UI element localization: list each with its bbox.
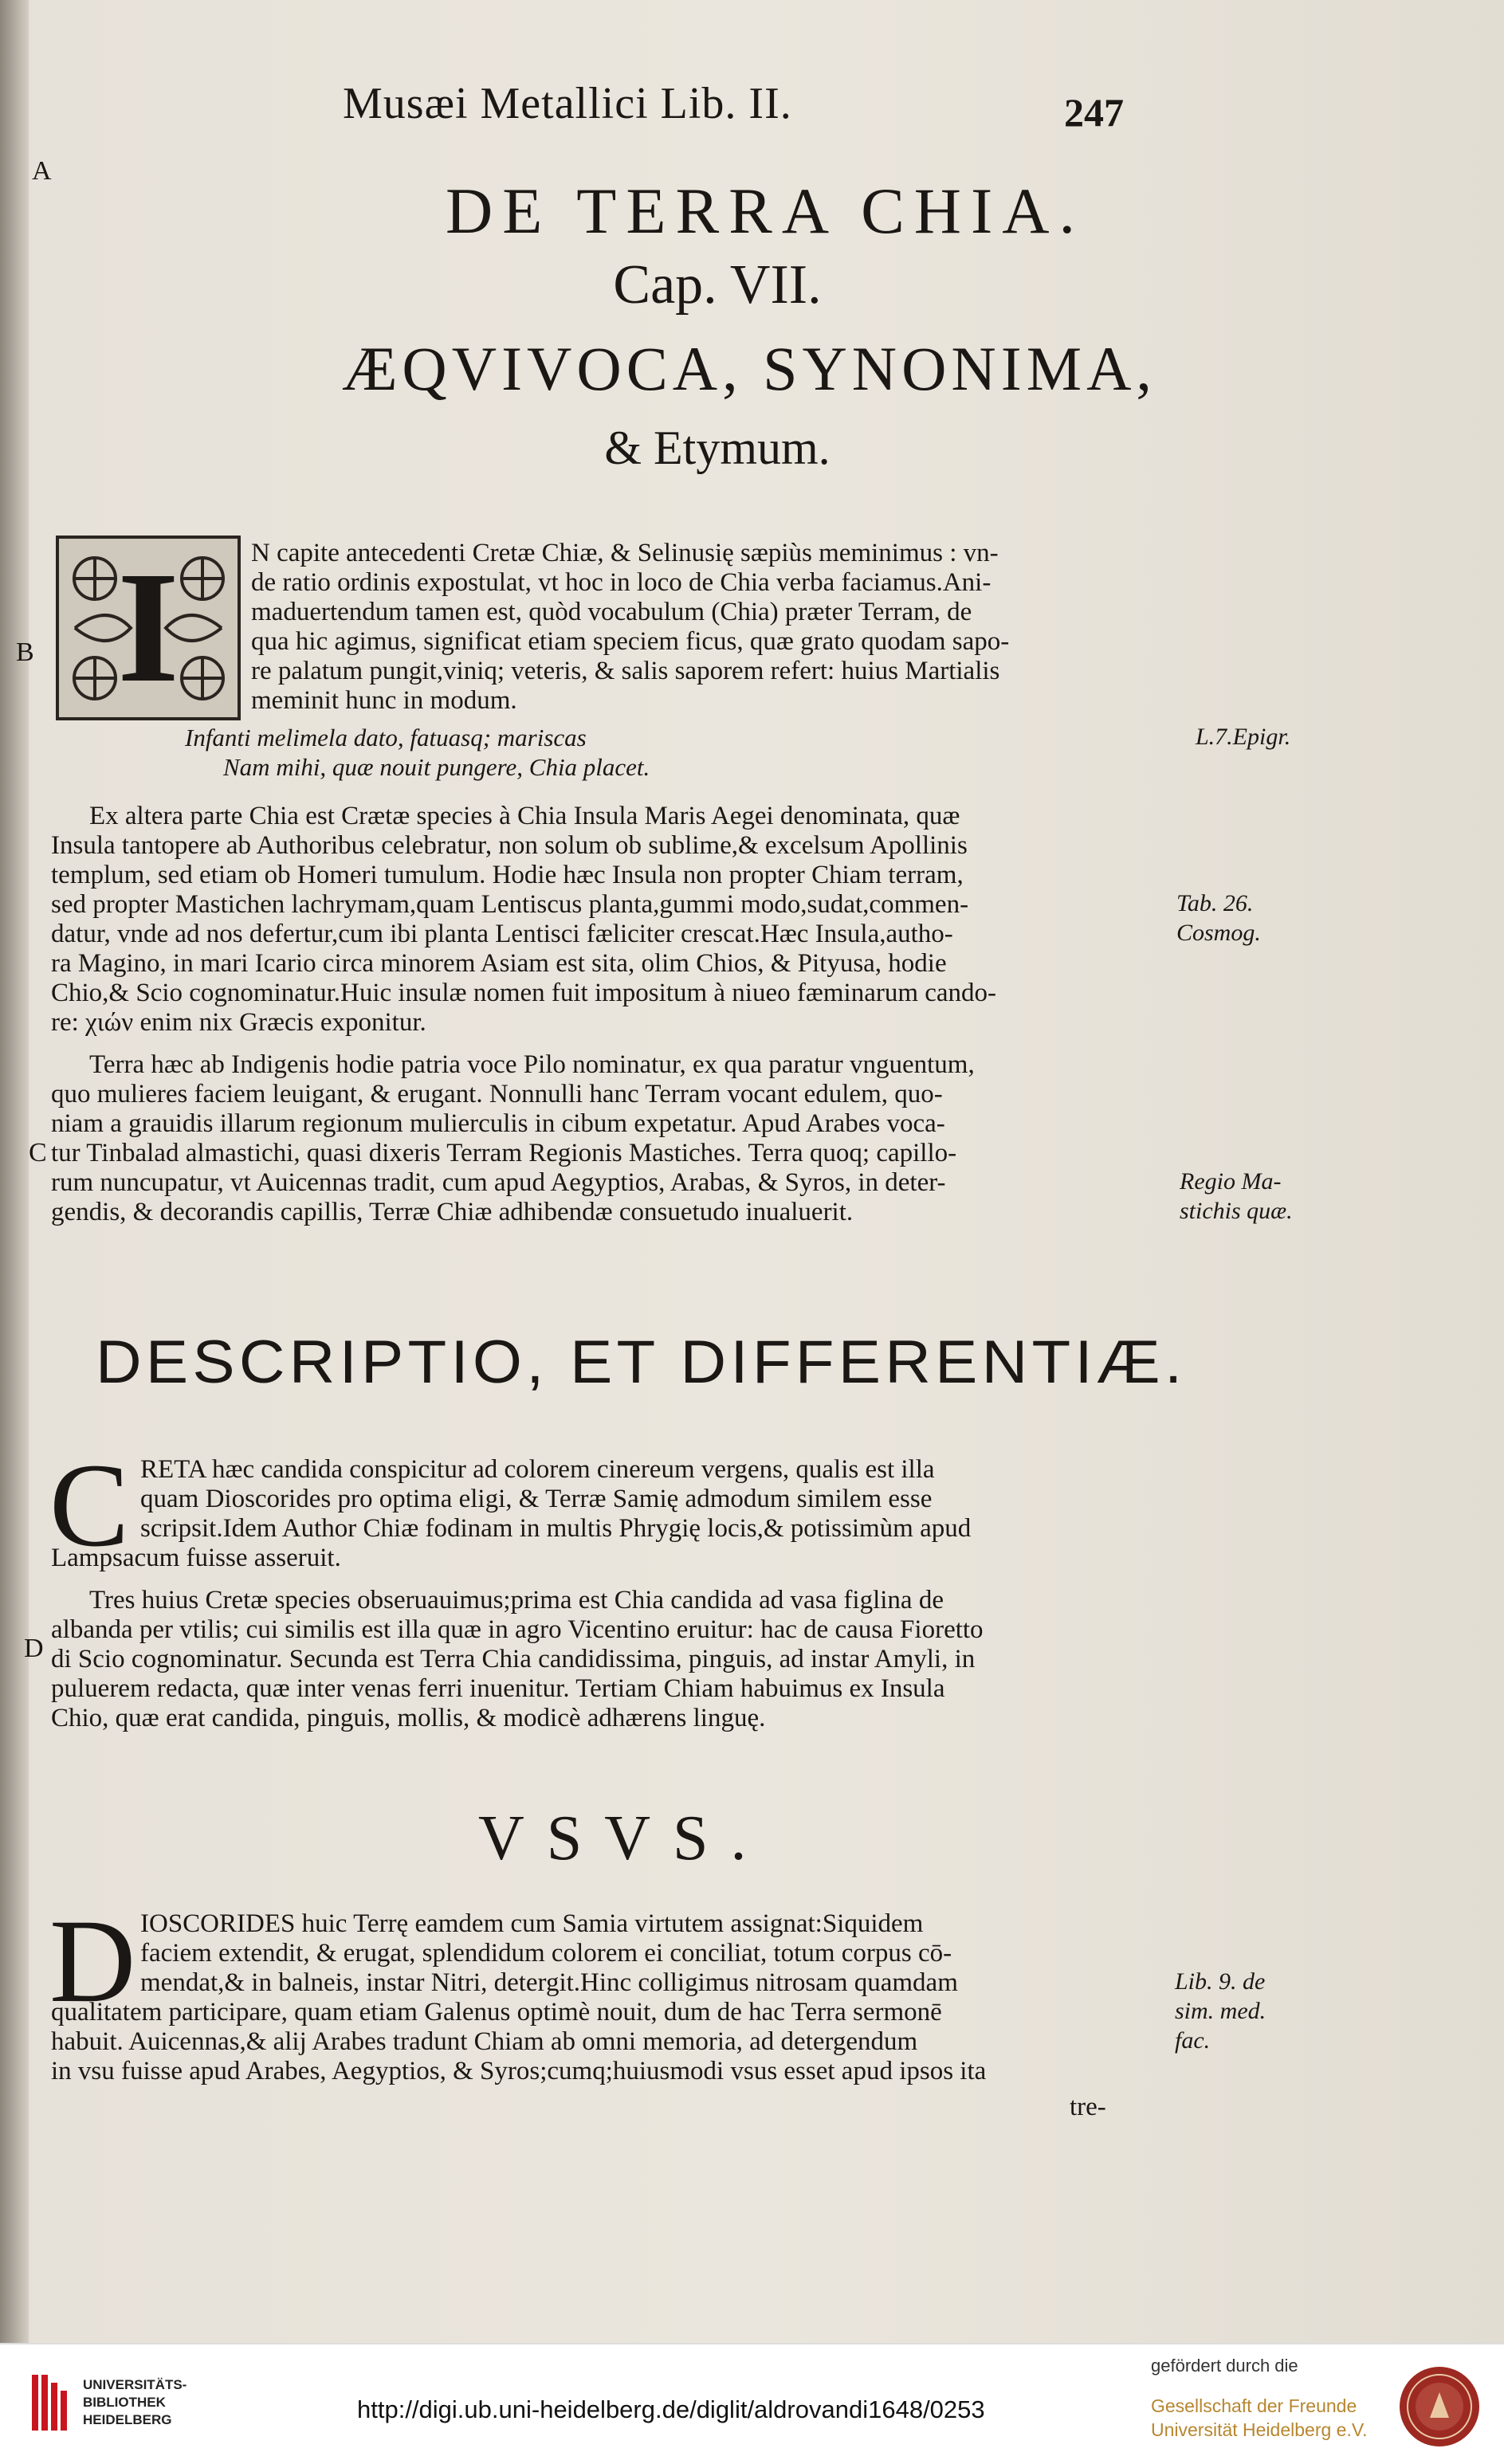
text-line: scripsit.Idem Author Chiæ fodinam in multis Phrygię locis,& potissimùm apud	[140, 1514, 972, 1543]
margin-letter-d: D	[24, 1634, 44, 1663]
text-line: quo mulieres faciem leuigant, & erugant. Nonnulli hanc Terram vocant edulem, quo-	[51, 1080, 943, 1108]
text-line: puluerem redacta, quæ inter venas ferri inuenitur. Tertiam Chiam habuimus ex Insula	[51, 1674, 945, 1703]
text-line: N capite antecedenti Cretæ Chiæ, & Selinusię sæpiùs meminimus : vn-	[251, 539, 999, 567]
chapter-number: Cap. VII.	[613, 254, 822, 316]
text-line: Terra hæc ab Indigenis hodie patria voce Pilo nominatur, ex qua paratur vnguentum,	[89, 1050, 975, 1079]
text-line: faciem extendit, & erugat, splendidum colorem ei conciliat, totum corpus cō-	[140, 1939, 952, 1968]
funding-note: gefördert durch die	[1151, 2356, 1298, 2376]
text-line: Ex altera parte Chia est Crætæ species à Chia Insula Maris Aegei denominata, quæ	[89, 802, 960, 830]
section-title-usus: VSVS.	[478, 1803, 769, 1874]
drop-cap: C	[49, 1439, 130, 1571]
library-name-line: HEIDELBERG	[83, 2412, 172, 2427]
chapter-title: DE TERRA CHIA.	[445, 175, 1086, 247]
funder-name	[1151, 2394, 1367, 2442]
text-line: niam a grauidis illarum regionum mulierculis in cibum expetatur. Apud Arabes voca-	[51, 1109, 945, 1138]
section-title-aequivoca: ÆQVIVOCA, SYNONIMA,	[342, 334, 1156, 403]
text-line: RETA hæc candida conspicitur ad colorem cinereum vergens, qualis est illa	[140, 1455, 935, 1484]
text-line: habuit. Auicennas,& alij Arabes tradunt Chiam ab omni memoria, ad detergendum	[51, 2027, 918, 2056]
margin-letter-a: A	[32, 156, 52, 186]
section-title-descriptio: DESCRIPTIO, ET DIFFERENTIÆ.	[96, 1328, 1187, 1396]
catchword: tre-	[1070, 2093, 1106, 2121]
initial-letter: I	[117, 539, 179, 716]
text-line: templum, sed etiam ob Homeri tumulum. Hodie hæc Insula non propter Chiam terram,	[51, 861, 964, 889]
margin-note: stichis quæ.	[1180, 1198, 1293, 1224]
text-line: Lampsacum fuisse asseruit.	[51, 1544, 341, 1572]
text-line: sed propter Mastichen lachrymam,quam Lentiscus planta,gummi modo,sudat,commen-	[51, 890, 969, 919]
text-line: maduertendum tamen est, quòd vocabulum (Chia) præter Terram, de	[251, 598, 972, 626]
footer-bar	[0, 2343, 1504, 2464]
text-line: Chio, quæ erat candida, pinguis, mollis, & modicè adhærens linguę.	[51, 1704, 766, 1732]
permalink-url[interactable]: http://digi.ub.uni-heidelberg.de/diglit/aldrovandi1648/0253	[357, 2395, 985, 2423]
library-name-line: BIBLIOTHEK	[83, 2395, 166, 2410]
text-line: quam Dioscorides pro optima eligi, & Terræ Samię admodum similem esse	[140, 1485, 933, 1513]
text-line: de ratio ordinis expostulat, vt hoc in loco de Chia verba faciamus.Ani-	[251, 568, 992, 597]
text-line: re: χιών enim nix Græcis exponitur.	[51, 1008, 426, 1037]
margin-note: Tab. 26.	[1176, 890, 1254, 916]
text-line: re palatum pungit,viniq; veteris, & salis saporem refert: huius Martialis	[251, 657, 1000, 685]
text-line: meminit hunc in modum.	[251, 686, 517, 715]
margin-letter-b: B	[16, 638, 34, 667]
text-line: Insula tantopere ab Authoribus celebratur, non solum ob sublime,& excelsum Apollinis	[51, 831, 968, 860]
decorated-initial	[56, 536, 241, 720]
margin-note: Lib. 9. de	[1175, 1968, 1266, 1995]
text-line: tur Tinbalad almastichi, quasi dixeris Terram Regionis Mastiches. Terra quoq; capillo-	[51, 1139, 957, 1167]
text-line: rum nuncupatur, vt Auicennas tradit, cum apud Aegyptios, Arabas, & Syros, in deter-	[51, 1168, 946, 1197]
text-line: ra Magino, in mari Icario circa minorem Asiam est sita, olim Chios, & Pityusa, hodie	[51, 949, 947, 978]
margin-note: sim. med.	[1175, 1998, 1266, 2024]
text-line: di Scio cognominatur. Secunda est Terra Chia candidissima, pinguis, ad instar Amyli, in	[51, 1645, 976, 1673]
drop-cap: D	[49, 1895, 136, 2027]
text-line: mendat,& in balneis, instar Nitri, detergit.Hinc colligimus nitrosam quamdam	[140, 1968, 958, 1997]
university-seal-icon	[1398, 2365, 1481, 2448]
text-line: Chio,& Scio cognominatur.Huic insulæ nomen fuit impositum à niueo fæminarum cando-	[51, 979, 997, 1007]
funder-name-line: Universität Heidelberg e.V.	[1151, 2419, 1368, 2440]
text-line: gendis, & decorandis capillis, Terræ Chiæ adhibendæ consuetudo inualuerit.	[51, 1198, 854, 1226]
section-subtitle-etymum: & Etymum.	[604, 422, 831, 474]
verse-line: Nam mihi, quæ nouit pungere, Chia placet.	[223, 753, 650, 781]
margin-note: fac.	[1175, 2027, 1211, 2054]
verse-line: Infanti melimela dato, fatuasq; mariscas	[185, 724, 587, 751]
page-number: 247	[1064, 90, 1124, 135]
running-head: Musæi Metallici Lib. II.	[343, 79, 792, 128]
text-line: qualitatem participare, quam etiam Galenus optimè nouit, dum de hac Terra sermonē	[51, 1998, 942, 2027]
text-line: qua hic agimus, significat etiam speciem ficus, quæ grato quodam sapo-	[251, 627, 1010, 656]
margin-note: L.7.Epigr.	[1196, 724, 1291, 750]
margin-letter-c: C	[29, 1138, 47, 1167]
text-line: datur, vnde ad nos defertur,cum ibi planta Lentisci fæliciter crescat.Hæc Insula,autho-	[51, 920, 953, 948]
margin-note: Regio Ma-	[1180, 1168, 1282, 1195]
text-line: IOSCORIDES huic Terrę eamdem cum Samia virtutem assignat:Siquidem	[140, 1909, 924, 1938]
text-line: in vsu fuisse apud Arabes, Aegyptios, & Syros;cumq;huiusmodi vsus esset apud ipsos ita	[51, 2057, 987, 2085]
university-library-logo-icon	[32, 2375, 72, 2431]
text-line: albanda per vtilis; cui similis est illa quæ in agro Vicentino eruitur: hac de causa Fioretto	[51, 1615, 984, 1644]
margin-note: Cosmog.	[1176, 920, 1261, 946]
library-name-line: UNIVERSITÄTS-	[83, 2377, 187, 2392]
funder-name-line: Gesellschaft der Freunde	[1151, 2395, 1357, 2416]
library-name	[83, 2376, 187, 2429]
text-line: Tres huius Cretæ species obseruauimus;prima est Chia candida ad vasa figlina de	[89, 1586, 944, 1615]
